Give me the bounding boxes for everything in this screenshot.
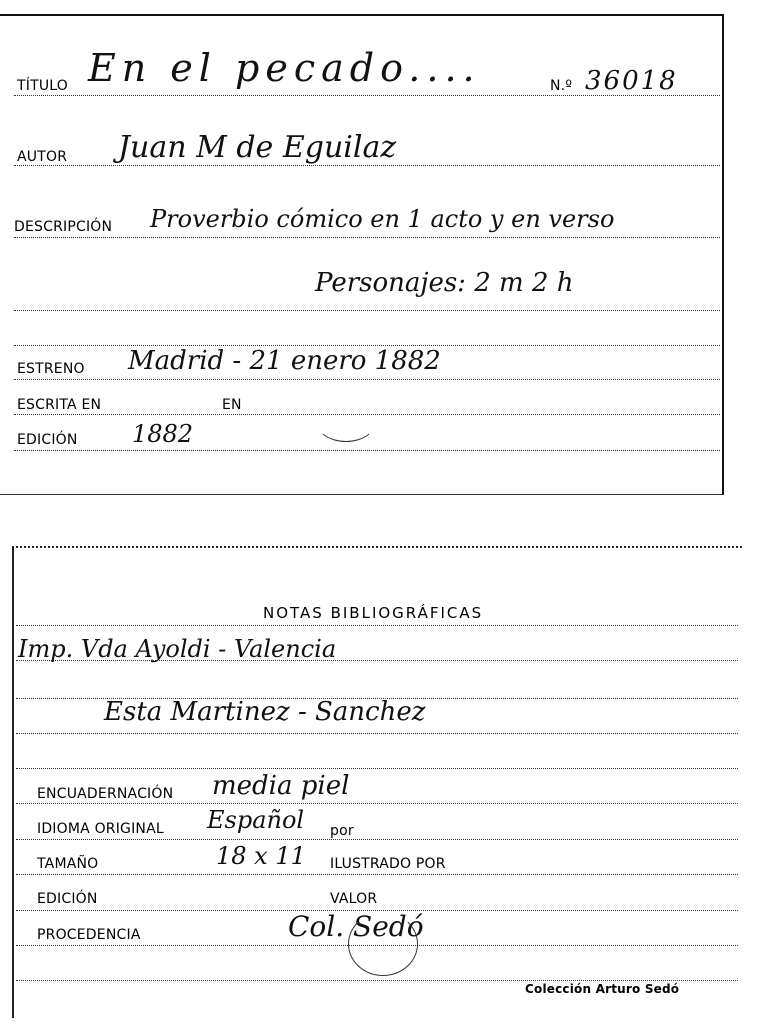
numero-label: N.º — [550, 78, 573, 94]
rule — [14, 310, 720, 311]
titulo-value: En el pecado.... — [88, 46, 481, 90]
estreno-label: ESTRENO — [17, 361, 85, 377]
stamp-mark — [348, 912, 418, 976]
rule — [16, 625, 738, 626]
nota-line-1: Imp. Vda Ayoldi - Valencia — [18, 635, 337, 663]
personajes-value: Personajes: 2 m 2 h — [315, 268, 574, 298]
edicion-label-bottom: EDICIÓN — [37, 891, 98, 907]
numero-value: 36018 — [585, 66, 678, 96]
rule — [16, 768, 738, 769]
edicion-label: EDICIÓN — [17, 432, 78, 448]
procedencia-value: Col. Sedó — [288, 910, 424, 943]
descripcion-value: Proverbio cómico en 1 acto y en verso — [150, 205, 615, 233]
procedencia-label: PROCEDENCIA — [37, 927, 141, 943]
titulo-label: TÍTULO — [17, 78, 68, 94]
tamano-label: TAMAÑO — [37, 856, 99, 872]
rule — [16, 980, 738, 981]
ilustrado-label: ILUSTRADO POR — [330, 856, 446, 872]
por-label: por — [330, 823, 354, 839]
nota-line-2: Esta Martinez - Sanchez — [104, 697, 426, 727]
escrita-en-label: ESCRITA EN — [17, 397, 102, 413]
estreno-value: Madrid - 21 enero 1882 — [128, 346, 441, 376]
idioma-label: IDIOMA ORIGINAL — [37, 821, 164, 837]
rule — [14, 450, 720, 451]
descripcion-label: DESCRIPCIÓN — [14, 219, 113, 235]
valor-label: VALOR — [330, 891, 378, 907]
autor-label: AUTOR — [17, 149, 68, 165]
tamano-value: 18 x 11 — [216, 842, 306, 870]
rule — [16, 874, 738, 875]
rule — [14, 237, 720, 238]
autor-value: Juan M de Eguilaz — [118, 130, 397, 165]
stamp-mark — [315, 398, 377, 442]
rule — [14, 165, 720, 166]
rule — [16, 733, 738, 734]
footer-collection: Colección Arturo Sedó — [525, 982, 680, 996]
edicion-value: 1882 — [132, 420, 194, 448]
encuadernacion-label: ENCUADERNACIÓN — [37, 786, 174, 802]
rule — [16, 839, 738, 840]
rule — [16, 803, 738, 804]
encuadernacion-value: media piel — [212, 771, 350, 801]
notas-title: NOTAS BIBLIOGRÁFICAS — [263, 604, 484, 622]
en-label: EN — [222, 397, 242, 413]
idioma-value: Español — [207, 806, 305, 834]
rule — [14, 379, 720, 380]
